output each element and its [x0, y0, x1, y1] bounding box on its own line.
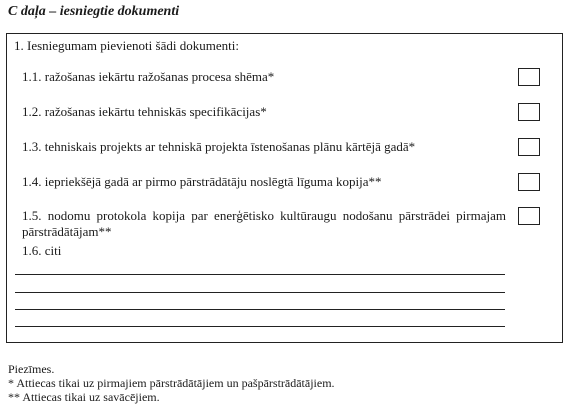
item-1-4-label: 1.4. iepriekšējā gadā ar pirmo pārstrādātāju noslēgtā līguma kopija**: [22, 174, 382, 189]
item-1-6-label: 1.6. citi: [22, 243, 62, 258]
item-1-3-checkbox[interactable]: [518, 138, 540, 156]
other-entry-line-3[interactable]: [15, 309, 505, 310]
item-1-2-checkbox[interactable]: [518, 103, 540, 121]
other-entry-line-4[interactable]: [15, 326, 505, 327]
documents-box: [6, 33, 563, 343]
other-entry-line-2[interactable]: [15, 292, 505, 293]
item-1-1-checkbox[interactable]: [518, 68, 540, 86]
documents-heading: 1. Iesniegumam pievienoti šādi dokumenti:: [14, 38, 239, 53]
item-1-1-label: 1.1. ražošanas iekārtu ražošanas procesa shēma*: [22, 69, 275, 84]
item-1-4-checkbox[interactable]: [518, 173, 540, 191]
section-title: C daļa – iesniegtie dokumenti: [8, 4, 180, 19]
notes-title: Piezīmes.: [8, 362, 55, 376]
item-1-5-label: 1.5. nodomu protokola kopija par enerģētisko kultūraugu nodošanu pārstrādei pirmajam pārstrādātājam**: [22, 208, 506, 239]
note-1: * Attiecas tikai uz pirmajiem pārstrādātājiem un pašpārstrādātājiem.: [8, 376, 335, 390]
item-1-2-label: 1.2. ražošanas iekārtu tehniskās specifikācijas*: [22, 104, 267, 119]
other-entry-line-1[interactable]: [15, 274, 505, 275]
item-1-5-checkbox[interactable]: [518, 207, 540, 225]
item-1-3-label: 1.3. tehniskais projekts ar tehniskā projekta īstenošanas plānu kārtējā gadā*: [22, 139, 416, 154]
note-2: ** Attiecas tikai uz savācējiem.: [8, 390, 160, 404]
